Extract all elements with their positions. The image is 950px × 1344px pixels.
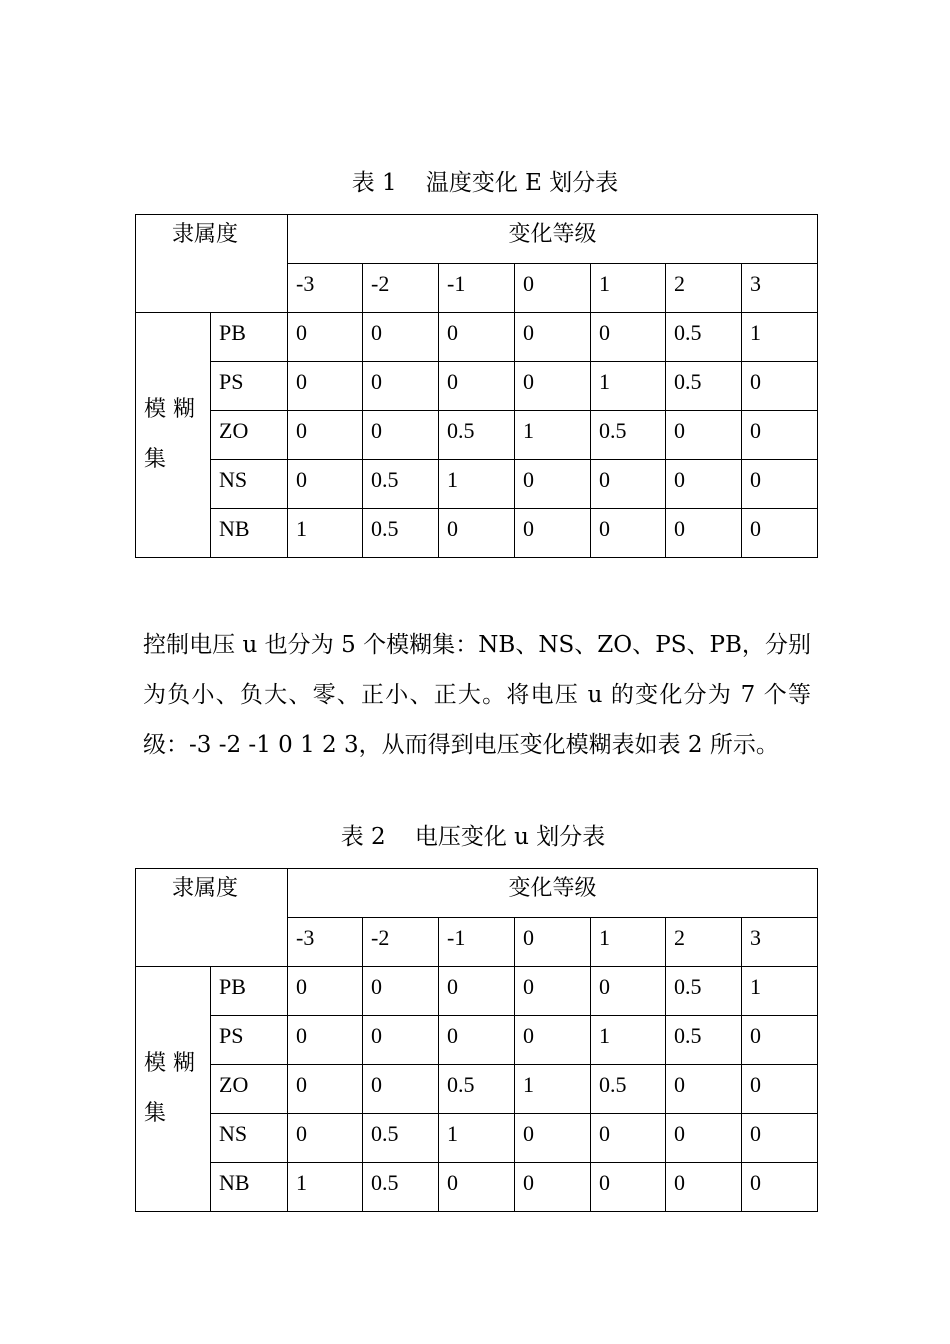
value-cell: 0 [515, 313, 591, 362]
level-cell: 1 [591, 918, 666, 967]
set-name-cell: PS [211, 362, 288, 411]
table-row [136, 362, 818, 411]
table-row [136, 1016, 818, 1065]
value-cell: 0 [288, 1016, 363, 1065]
value-cell: 0.5 [439, 411, 515, 460]
set-name-cell: NB [211, 1163, 288, 1212]
value-cell: 0 [591, 1114, 666, 1163]
value-cell: 0 [288, 967, 363, 1016]
level-cell: 2 [666, 264, 742, 313]
value-cell: 0 [742, 1065, 818, 1114]
level-cell: -1 [439, 918, 515, 967]
value-cell: 0 [666, 1163, 742, 1212]
value-cell: 0 [288, 313, 363, 362]
level-cell: 0 [515, 264, 591, 313]
fuzzy-set-label: 模 糊 集 [136, 967, 211, 1212]
level-cell: -3 [288, 264, 363, 313]
value-cell: 0.5 [439, 1065, 515, 1114]
value-cell: 0 [591, 313, 666, 362]
set-name-cell: PB [211, 313, 288, 362]
value-cell: 1 [288, 509, 363, 558]
value-cell: 0.5 [363, 509, 439, 558]
set-name-cell: NB [211, 509, 288, 558]
value-cell: 0 [288, 460, 363, 509]
table1 [135, 214, 818, 558]
value-cell: 1 [742, 313, 818, 362]
value-cell: 0 [515, 1016, 591, 1065]
table-row [136, 313, 818, 362]
level-cell: -2 [363, 918, 439, 967]
value-cell: 0 [742, 411, 818, 460]
table1-caption: 表 1 温度变化 E 划分表 [351, 170, 619, 196]
level-cell: -1 [439, 264, 515, 313]
table-row [136, 1163, 818, 1212]
value-cell: 1 [515, 1065, 591, 1114]
value-cell: 1 [439, 460, 515, 509]
value-cell: 0 [288, 362, 363, 411]
value-cell: 1 [591, 1016, 666, 1065]
value-cell: 0.5 [591, 411, 666, 460]
value-cell: 0.5 [666, 313, 742, 362]
value-cell: 1 [515, 411, 591, 460]
value-cell: 0 [288, 1114, 363, 1163]
value-cell: 0 [363, 1016, 439, 1065]
value-cell: 0 [439, 313, 515, 362]
level-cell: 2 [666, 918, 742, 967]
value-cell: 0 [742, 460, 818, 509]
value-cell: 0.5 [666, 967, 742, 1016]
table-row [136, 411, 818, 460]
value-cell: 0 [591, 1163, 666, 1212]
value-cell: 0.5 [363, 1114, 439, 1163]
value-cell: 0 [439, 362, 515, 411]
value-cell: 0 [742, 1114, 818, 1163]
value-cell: 0.5 [363, 1163, 439, 1212]
value-cell: 0 [363, 362, 439, 411]
body-paragraph: 控制电压 u 也分为 5 个模糊集：NB、NS、ZO、PS、PB，分别为负小、负大、零、正小、正大。将电压 u 的变化分为 7 个等级：-3 -2 -1 0 1 2 3，从而得到电压变化模糊表如表 2 所示。 [143, 632, 811, 758]
set-name-cell: PS [211, 1016, 288, 1065]
level-cell: -2 [363, 264, 439, 313]
set-name-cell: ZO [211, 1065, 288, 1114]
value-cell: 0 [515, 967, 591, 1016]
corner-header: 隶属度 [136, 869, 288, 967]
set-name-cell: NS [211, 460, 288, 509]
value-cell: 0 [439, 1163, 515, 1212]
value-cell: 0 [666, 460, 742, 509]
value-cell: 0 [742, 1163, 818, 1212]
level-cell: -3 [288, 918, 363, 967]
value-cell: 1 [439, 1114, 515, 1163]
table-row [136, 509, 818, 558]
table-row [136, 1065, 818, 1114]
value-cell: 0 [742, 362, 818, 411]
value-cell: 1 [288, 1163, 363, 1212]
value-cell: 0 [666, 509, 742, 558]
value-cell: 0 [288, 1065, 363, 1114]
corner-header: 隶属度 [136, 215, 288, 313]
value-cell: 0 [288, 411, 363, 460]
value-cell: 0 [666, 1065, 742, 1114]
level-header: 变化等级 [288, 215, 818, 264]
value-cell: 1 [591, 362, 666, 411]
table-row [136, 967, 818, 1016]
table2-caption: 表 2 电压变化 u 划分表 [340, 824, 606, 850]
value-cell: 0 [515, 460, 591, 509]
table-row [136, 460, 818, 509]
value-cell: 0 [742, 509, 818, 558]
level-cell: 1 [591, 264, 666, 313]
fuzzy-set-label: 模 糊 集 [136, 313, 211, 558]
level-header: 变化等级 [288, 869, 818, 918]
value-cell: 0.5 [363, 460, 439, 509]
value-cell: 0 [666, 411, 742, 460]
value-cell: 0 [515, 1114, 591, 1163]
value-cell: 0 [439, 967, 515, 1016]
value-cell: 0.5 [666, 362, 742, 411]
value-cell: 0.5 [666, 1016, 742, 1065]
value-cell: 0 [515, 362, 591, 411]
set-name-cell: ZO [211, 411, 288, 460]
value-cell: 0 [439, 1016, 515, 1065]
value-cell: 1 [742, 967, 818, 1016]
value-cell: 0 [591, 460, 666, 509]
value-cell: 0 [666, 1114, 742, 1163]
value-cell: 0 [363, 313, 439, 362]
set-name-cell: NS [211, 1114, 288, 1163]
level-cell: 0 [515, 918, 591, 967]
value-cell: 0 [591, 509, 666, 558]
set-name-cell: PB [211, 967, 288, 1016]
level-cell: 3 [742, 918, 818, 967]
value-cell: 0 [363, 1065, 439, 1114]
value-cell: 0 [439, 509, 515, 558]
value-cell: 0 [515, 1163, 591, 1212]
value-cell: 0 [515, 509, 591, 558]
value-cell: 0 [742, 1016, 818, 1065]
table-row [136, 1114, 818, 1163]
value-cell: 0 [363, 967, 439, 1016]
value-cell: 0.5 [591, 1065, 666, 1114]
level-cell: 3 [742, 264, 818, 313]
table2 [135, 868, 818, 1212]
value-cell: 0 [363, 411, 439, 460]
value-cell: 0 [591, 967, 666, 1016]
